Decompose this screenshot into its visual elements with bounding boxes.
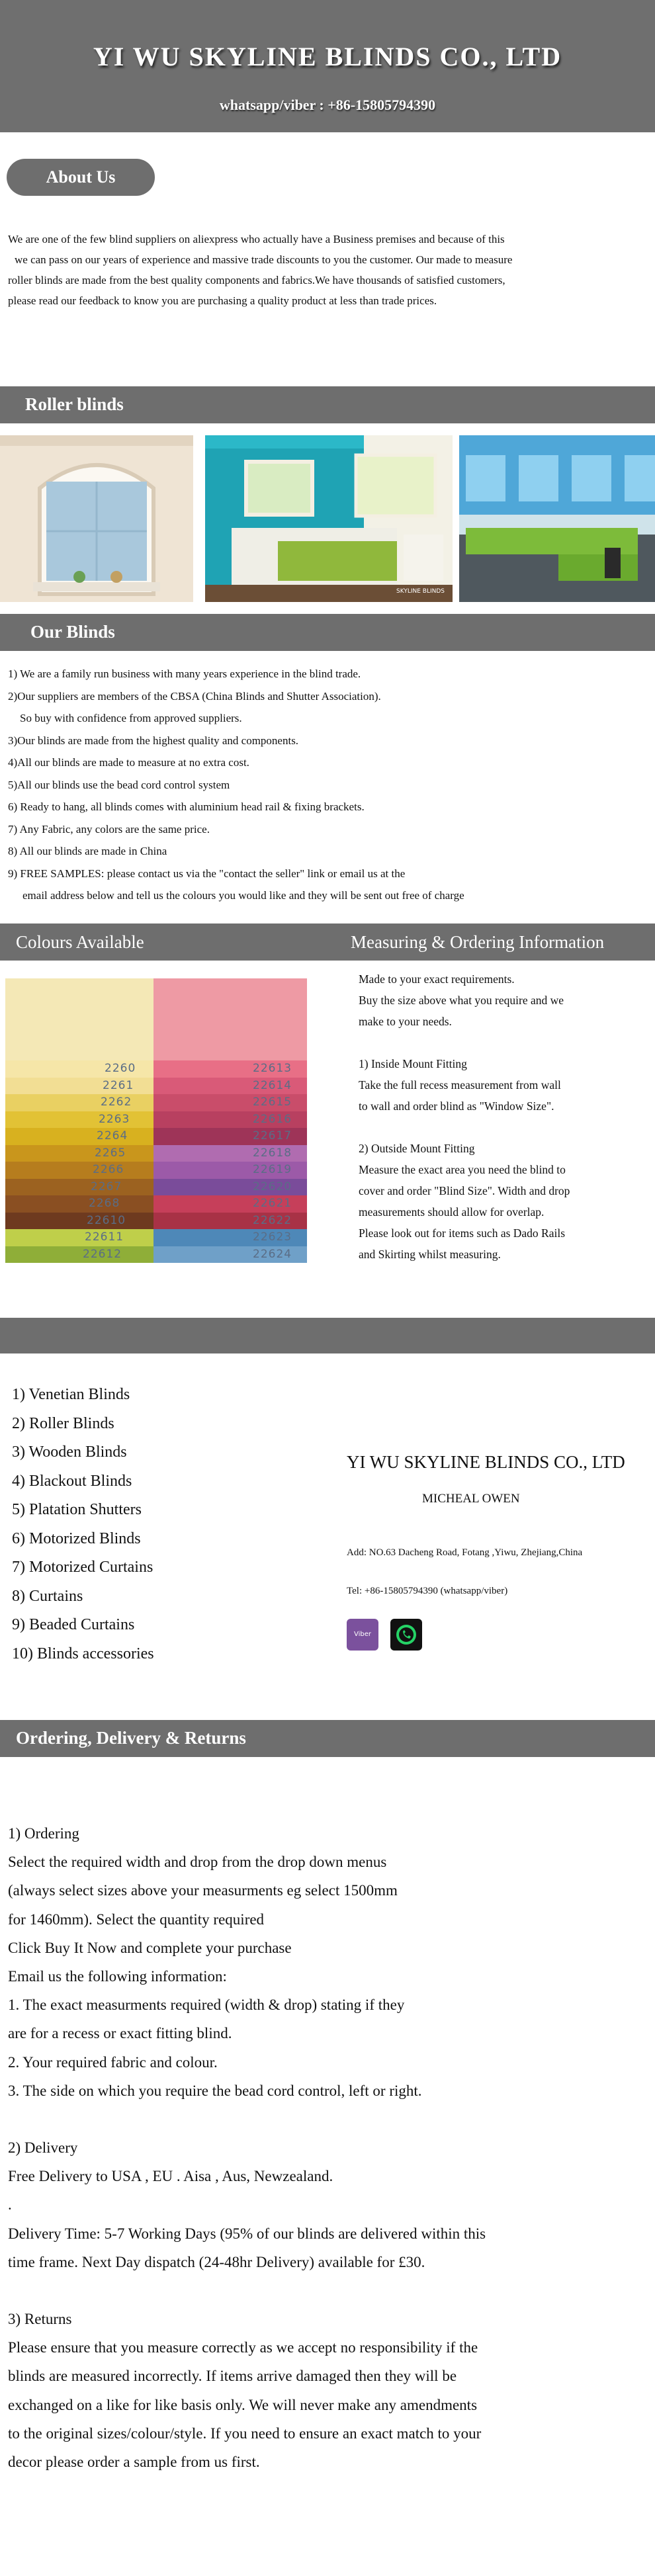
measure-line: 1) Inside Mount Fitting xyxy=(359,1057,467,1070)
ordering-line: exchanged on a like for like basis only. We will never make any amendments xyxy=(8,2396,478,2413)
list-item: 8) All our blinds are made in China xyxy=(8,845,167,857)
swatch-stripe xyxy=(5,1145,153,1163)
list-item: 2)Our suppliers are members of the CBSA (China Blinds and Shutter Association). xyxy=(8,689,381,703)
swatch-stripe xyxy=(153,1094,307,1112)
our-blinds-list xyxy=(8,663,464,907)
ordering-line: Delivery Time: 5-7 Working Days (95% of our blinds are delivered within this xyxy=(8,2225,486,2242)
ordering-text xyxy=(8,1819,643,2476)
measuring-info xyxy=(359,968,650,1265)
swatch-stripe xyxy=(5,1179,153,1197)
list-item: 5)All our blinds use the bead cord control system xyxy=(8,778,230,791)
products-list xyxy=(12,1381,154,1668)
swatch-code: 22615 xyxy=(253,1095,292,1109)
shop-title: YI WU SKYLINE BLINDS CO., LTD xyxy=(93,42,562,71)
ordering-line: . xyxy=(8,2196,12,2213)
list-item: So buy with confidence from approved suppliers. xyxy=(20,712,242,724)
swatch-code: 22624 xyxy=(253,1247,292,1261)
product-item: 8) Curtains xyxy=(12,1587,83,1605)
list-item: 1) We are a family run business with many years experience in the blind trade. xyxy=(8,667,361,680)
measure-line: Measure the exact area you need the blind to xyxy=(359,1163,566,1176)
roller-photo-window xyxy=(0,435,193,602)
swatch-code: 22611 xyxy=(85,1230,124,1244)
ordering-line: Free Delivery to USA , EU . Aisa , Aus, Newzealand. xyxy=(8,2168,333,2185)
swatch-stripe xyxy=(153,1162,307,1180)
swatch-stripe xyxy=(5,1213,153,1230)
swatch-code: 22623 xyxy=(253,1230,292,1244)
swatch-stripe xyxy=(5,1229,153,1247)
swatch-code: 22613 xyxy=(253,1062,292,1075)
photo-watermark: SKYLINE BLINDS xyxy=(396,588,445,595)
swatch-code: 2264 xyxy=(97,1129,128,1142)
swatch-code: 22617 xyxy=(253,1129,292,1142)
about-text xyxy=(8,229,647,311)
ordering-line: Click Buy It Now and complete your purchase xyxy=(8,1939,292,1956)
colours-heading: Colours Available xyxy=(16,932,144,952)
swatch-code: 22610 xyxy=(87,1213,126,1227)
ordering-line: for 1460mm). Select the quantity required xyxy=(8,1911,265,1928)
our-blinds-heading-bar xyxy=(0,614,655,651)
swatch-top-right xyxy=(153,978,307,1060)
viber-label: Viber xyxy=(353,1631,371,1638)
swatch-code: 22612 xyxy=(83,1247,122,1261)
swatch-stripe xyxy=(5,1111,153,1129)
ordering-line: (always select sizes above your measurments eg select 1500mm xyxy=(8,1882,398,1899)
swatch-stripe xyxy=(153,1060,307,1078)
product-item: 9) Beaded Curtains xyxy=(12,1616,135,1633)
about-line: please read our feedback to know you are purchasing a quality product at less than trade prices. xyxy=(8,294,437,307)
measure-line: Buy the size above what you require and we xyxy=(359,994,564,1007)
swatch-code: 22621 xyxy=(253,1197,292,1210)
colours-measuring-bar xyxy=(0,923,655,961)
about-line: we can pass on our years of experience and massive trade discounts to you the customer. Our made to measure xyxy=(15,253,513,266)
measuring-heading: Measuring & Ordering Information xyxy=(351,932,605,952)
about-heading: About Us xyxy=(7,159,155,196)
list-item: 9) FREE SAMPLES: please contact us via the "contact the seller" link or email us at the xyxy=(8,867,406,880)
measure-line: cover and order "Blind Size". Width and drop xyxy=(359,1184,570,1197)
swatch-code: 2262 xyxy=(101,1095,132,1109)
swatch-stripe xyxy=(5,1162,153,1180)
swatch-stripe xyxy=(153,1145,307,1163)
product-item: 10) Blinds accessories xyxy=(12,1645,154,1662)
swatch-code: 2265 xyxy=(95,1146,126,1160)
ordering-line: 2. Your required fabric and colour. xyxy=(8,2053,218,2071)
card-address: Add: NO.63 Dacheng Road, Fotang ,Yiwu, Zhejiang,China xyxy=(347,1547,583,1558)
swatch-stripe xyxy=(5,1246,153,1264)
ordering-line: to the original sizes/colour/style. If you need to ensure an exact match to your xyxy=(8,2425,482,2442)
card-tel: Tel: +86-15805794390 (whatsapp/viber) xyxy=(347,1586,508,1596)
swatch-stripe xyxy=(153,1111,307,1129)
swatch-code: 2268 xyxy=(89,1197,120,1210)
measure-line: Take the full recess measurement from wall xyxy=(359,1078,561,1092)
swatch-stripe xyxy=(5,1195,153,1213)
swatch-code: 2261 xyxy=(103,1078,134,1092)
measure-line: Made to your exact requirements. xyxy=(359,972,515,986)
ordering-line: 3) Returns xyxy=(8,2311,72,2328)
ordering-heading: Ordering, Delivery & Returns xyxy=(16,1728,246,1748)
ordering-line: 3. The side on which you require the bead cord control, left or right. xyxy=(8,2082,422,2099)
ordering-line: Email us the following information: xyxy=(8,1968,227,1985)
viber-icon[interactable] xyxy=(347,1619,378,1651)
product-item: 5) Platation Shutters xyxy=(12,1501,142,1518)
swatch-stripe xyxy=(153,1128,307,1146)
ordering-line: Select the required width and drop from the drop down menus xyxy=(8,1854,387,1871)
product-item: 2) Roller Blinds xyxy=(12,1414,114,1432)
list-item: 7) Any Fabric, any colors are the same price. xyxy=(8,822,210,836)
swatch-stripe xyxy=(153,1179,307,1197)
roller-photo-office xyxy=(459,435,655,602)
about-line: roller blinds are made from the best quality components and fabrics.We have thousands of satisfied customers, xyxy=(8,274,505,286)
measure-line: and Skirting whilst measuring. xyxy=(359,1248,501,1261)
ordering-line: 2) Delivery xyxy=(8,2139,78,2157)
product-item: 1) Venetian Blinds xyxy=(12,1386,130,1403)
roller-heading: Roller blinds xyxy=(25,394,124,414)
whatsapp-icon[interactable] xyxy=(390,1619,422,1651)
swatch-code: 22616 xyxy=(253,1112,292,1126)
header-contact: whatsapp/viber : +86-15805794390 xyxy=(219,97,436,113)
measure-line: measurements should allow for overlap. xyxy=(359,1205,545,1219)
swatch-code: 2267 xyxy=(91,1180,122,1193)
swatch-stripe xyxy=(153,1213,307,1230)
swatch-stripe xyxy=(153,1229,307,1247)
swatch-stripe xyxy=(153,1078,307,1095)
roller-heading-bar xyxy=(0,386,655,423)
our-blinds-heading: Our Blinds xyxy=(30,622,115,642)
product-item: 3) Wooden Blinds xyxy=(12,1443,127,1461)
swatch-code: 22619 xyxy=(253,1163,292,1176)
swatch-code: 22620 xyxy=(253,1180,292,1193)
measure-line: 2) Outside Mount Fitting xyxy=(359,1142,475,1155)
swatch-stripe xyxy=(5,1094,153,1112)
ordering-line: 1. The exact measurments required (width & drop) stating if they xyxy=(8,1996,405,2014)
about-line: We are one of the few blind suppliers on aliexpress who actually have a Business premises and because of this xyxy=(8,233,505,245)
swatch-code: 2263 xyxy=(99,1112,130,1126)
section-divider-bar xyxy=(0,1318,655,1353)
swatch-stripe xyxy=(5,1128,153,1146)
colour-swatch-image xyxy=(5,978,307,1263)
swatch-code: 22614 xyxy=(253,1078,292,1092)
swatch-stripe xyxy=(5,1078,153,1095)
ordering-line: 1) Ordering xyxy=(8,1825,79,1842)
product-item: 4) Blackout Blinds xyxy=(12,1472,132,1490)
measure-line: to wall and order blind as "Window Size". xyxy=(359,1099,554,1113)
ordering-line: blinds are measured incorrectly. If items arrive damaged then they will be xyxy=(8,2368,457,2385)
swatch-code: 22618 xyxy=(253,1146,292,1160)
roller-photo-bedroom xyxy=(205,435,453,602)
swatch-stripe xyxy=(153,1246,307,1264)
swatch-stripe xyxy=(5,1060,153,1078)
swatch-code: 2260 xyxy=(105,1062,136,1075)
ordering-line: time frame. Next Day dispatch (24-48hr Delivery) available for £30. xyxy=(8,2253,425,2270)
list-item: 3)Our blinds are made from the highest quality and components. xyxy=(8,734,299,747)
measure-line: Please look out for items such as Dado Rails xyxy=(359,1226,566,1240)
list-item: 6) Ready to hang, all blinds comes with aluminium head rail & fixing brackets. xyxy=(8,800,365,813)
swatch-stripe xyxy=(153,1195,307,1213)
ordering-line: Please ensure that you measure correctly as we accept no responsibility if the xyxy=(8,2339,478,2356)
card-person: MICHEAL OWEN xyxy=(422,1492,520,1506)
list-item: email address below and tell us the colours you would like and they will be sent out free of charge xyxy=(22,889,464,902)
product-item: 6) Motorized Blinds xyxy=(12,1529,141,1547)
ordering-line: are for a recess or exact fitting blind. xyxy=(8,2025,232,2042)
product-item: 7) Motorized Curtains xyxy=(12,1559,153,1576)
business-card xyxy=(283,1359,655,1690)
list-item: 4)All our blinds are made to measure at no extra cost. xyxy=(8,756,249,769)
card-company: YI WU SKYLINE BLINDS CO., LTD xyxy=(347,1452,625,1472)
swatch-code: 22622 xyxy=(253,1213,292,1227)
ordering-line: decor please order a sample from us first. xyxy=(8,2454,260,2471)
swatch-code: 2266 xyxy=(93,1163,124,1176)
ordering-heading-bar xyxy=(0,1720,655,1757)
measure-line: make to your needs. xyxy=(359,1015,452,1028)
